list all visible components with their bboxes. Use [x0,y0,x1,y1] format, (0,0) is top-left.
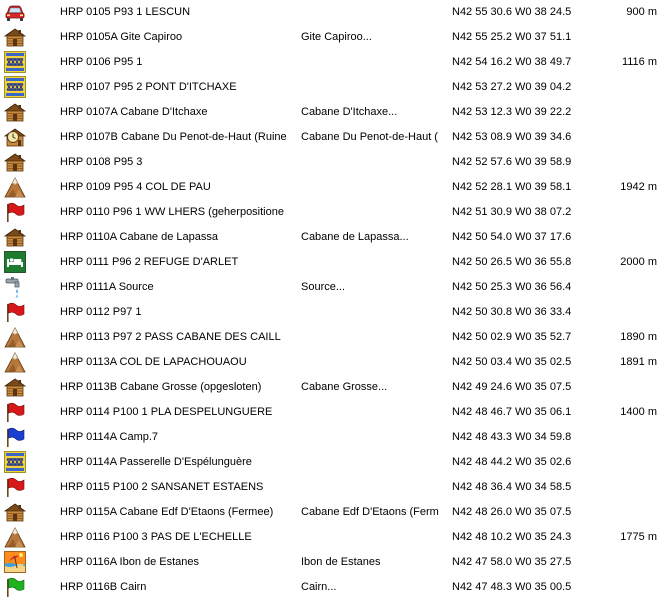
waypoint-description: Ibon de Estanes [301,556,381,568]
waypoint-position: N42 53 27.2 W0 39 04.2 [452,81,572,93]
waypoint-description: Source... [301,281,346,293]
waypoint-position: N42 49 24.6 W0 35 07.5 [452,381,572,393]
water-tap-icon [4,276,26,298]
waypoint-description: Cairn... [301,581,337,593]
waypoint-altitude: 1942 m [620,181,657,193]
waypoint-altitude: 1891 m [620,356,657,368]
waypoint-position: N42 48 43.3 W0 34 59.8 [452,431,572,443]
cabin-icon [4,501,26,523]
waypoint-row[interactable] [0,300,660,325]
waypoint-altitude: 1775 m [620,531,657,543]
waypoint-name: HRP 0110 P96 1 WW LHERS (geherpositione [60,206,284,218]
waypoint-row[interactable] [0,550,660,575]
waypoint-row[interactable] [0,100,660,125]
red-flag-icon [4,401,26,423]
summit-icon [4,351,26,373]
waypoint-position: N42 50 26.5 W0 36 55.8 [452,256,572,268]
waypoint-position: N42 53 08.9 W0 39 34.6 [452,131,572,143]
waypoint-altitude: 1890 m [620,331,657,343]
waypoint-position: N42 48 26.0 W0 35 07.5 [452,506,572,518]
waypoint-name: HRP 0113 P97 2 PASS CABANE DES CAILL [60,331,281,343]
waypoint-name: HRP 0114 P100 1 PLA DESPELUNGUERE [60,406,273,418]
waypoint-position: N42 50 30.8 W0 36 33.4 [452,306,572,318]
waypoint-description: Cabane Du Penot-de-Haut ( [301,131,438,143]
waypoint-row[interactable] [0,50,660,75]
cabin-icon [4,376,26,398]
waypoint-row[interactable] [0,575,660,600]
waypoint-name: HRP 0105A Gite Capiroo [60,31,183,43]
waypoint-name: HRP 0112 P97 1 [60,306,142,318]
waypoint-name: HRP 0113A COL DE LAPACHOUAOU [60,356,247,368]
waypoint-row[interactable] [0,200,660,225]
waypoint-description: Cabane Grosse... [301,381,388,393]
cabin-icon [4,151,26,173]
red-flag-icon [4,301,26,323]
waypoint-name: HRP 0107 P95 2 PONT D'ITCHAXE [60,81,237,93]
waypoint-row[interactable] [0,325,660,350]
waypoint-position: N42 52 57.6 W0 39 58.9 [452,156,572,168]
blue-flag-icon [4,426,26,448]
waypoint-position: N42 50 02.9 W0 35 52.7 [452,331,572,343]
waypoint-row[interactable] [0,375,660,400]
red-flag-icon [4,201,26,223]
waypoint-position: N42 50 03.4 W0 35 02.5 [452,356,572,368]
waypoint-altitude: 1400 m [620,406,657,418]
waypoint-position: N42 53 12.3 W0 39 22.2 [452,106,572,118]
beach-icon [4,551,26,573]
waypoint-row[interactable] [0,125,660,150]
waypoint-position: N42 55 30.6 W0 38 24.5 [452,6,572,18]
waypoint-row[interactable] [0,450,660,475]
waypoint-row[interactable] [0,175,660,200]
bridge-icon [4,76,26,98]
cabin-icon [4,226,26,248]
waypoint-name: HRP 0107A Cabane D'Itchaxe [60,106,208,118]
waypoint-row[interactable] [0,225,660,250]
waypoint-row[interactable] [0,150,660,175]
waypoint-description: Cabane Edf D'Etaons (Ferm [301,506,439,518]
red-flag-icon [4,476,26,498]
green-flag-icon [4,576,26,598]
refuge-icon [4,251,26,273]
waypoint-name: HRP 0108 P95 3 [60,156,143,168]
waypoint-position: N42 48 36.4 W0 34 58.5 [452,481,572,493]
waypoint-name: HRP 0111 P96 2 REFUGE D'ARLET [60,256,239,268]
waypoint-position: N42 47 48.3 W0 35 00.5 [452,581,572,593]
waypoint-name: HRP 0106 P95 1 [60,56,143,68]
bridge-icon [4,51,26,73]
waypoint-name: HRP 0114A Passerelle D'Espélunguère [60,456,252,468]
cabin-icon [4,101,26,123]
waypoint-position: N42 48 46.7 W0 35 06.1 [452,406,572,418]
waypoint-row[interactable] [0,475,660,500]
waypoint-row[interactable] [0,400,660,425]
waypoint-position: N42 50 25.3 W0 36 56.4 [452,281,572,293]
summit-icon [4,526,26,548]
summit-icon [4,326,26,348]
waypoint-name: HRP 0114A Camp.7 [60,431,159,443]
waypoint-altitude: 1116 m [621,56,657,68]
waypoint-name: HRP 0105 P93 1 LESCUN [60,6,191,18]
summit-icon [4,176,26,198]
ruin-icon [4,126,26,148]
waypoint-description: Cabane D'Itchaxe... [301,106,398,118]
waypoint-altitude: 2000 m [620,256,657,268]
bridge-icon [4,451,26,473]
waypoint-description: Gite Capiroo... [301,31,372,43]
waypoint-position: N42 50 54.0 W0 37 17.6 [452,231,572,243]
waypoint-row[interactable] [0,525,660,550]
waypoint-position: N42 52 28.1 W0 39 58.1 [452,181,572,193]
waypoint-row[interactable] [0,275,660,300]
waypoint-name: HRP 0116 P100 3 PAS DE L'ECHELLE [60,531,252,543]
waypoint-name: HRP 0116B Cairn [60,581,147,593]
waypoint-name: HRP 0116A Ibon de Estanes [60,556,200,568]
waypoint-description: Cabane de Lapassa... [301,231,409,243]
waypoint-row[interactable] [0,350,660,375]
waypoint-position: N42 51 30.9 W0 38 07.2 [452,206,572,218]
waypoint-name: HRP 0110A Cabane de Lapassa [60,231,218,243]
waypoint-name: HRP 0113B Cabane Grosse (opgesloten) [60,381,262,393]
waypoint-position: N42 48 10.2 W0 35 24.3 [452,531,572,543]
waypoint-row[interactable] [0,75,660,100]
waypoint-row[interactable] [0,425,660,450]
waypoint-row[interactable] [0,0,660,25]
waypoint-position: N42 47 58.0 W0 35 27.5 [452,556,572,568]
waypoint-row[interactable] [0,25,660,50]
waypoint-position: N42 54 16.2 W0 38 49.7 [452,56,572,68]
waypoint-altitude: 900 m [626,6,657,18]
waypoint-name: HRP 0107B Cabane Du Penot-de-Haut (Ruine [60,131,287,143]
waypoint-row[interactable] [0,250,660,275]
waypoint-position: N42 48 44.2 W0 35 02.6 [452,456,572,468]
waypoint-row[interactable] [0,500,660,525]
waypoint-name: HRP 0109 P95 4 COL DE PAU [60,181,211,193]
waypoint-position: N42 55 25.2 W0 37 51.1 [452,31,572,43]
cabin-icon [4,26,26,48]
waypoint-name: HRP 0115 P100 2 SANSANET ESTAENS [60,481,264,493]
car-icon [4,1,26,23]
waypoint-name: HRP 0111A Source [60,281,154,293]
waypoint-name: HRP 0115A Cabane Edf D'Etaons (Fermee) [60,506,274,518]
